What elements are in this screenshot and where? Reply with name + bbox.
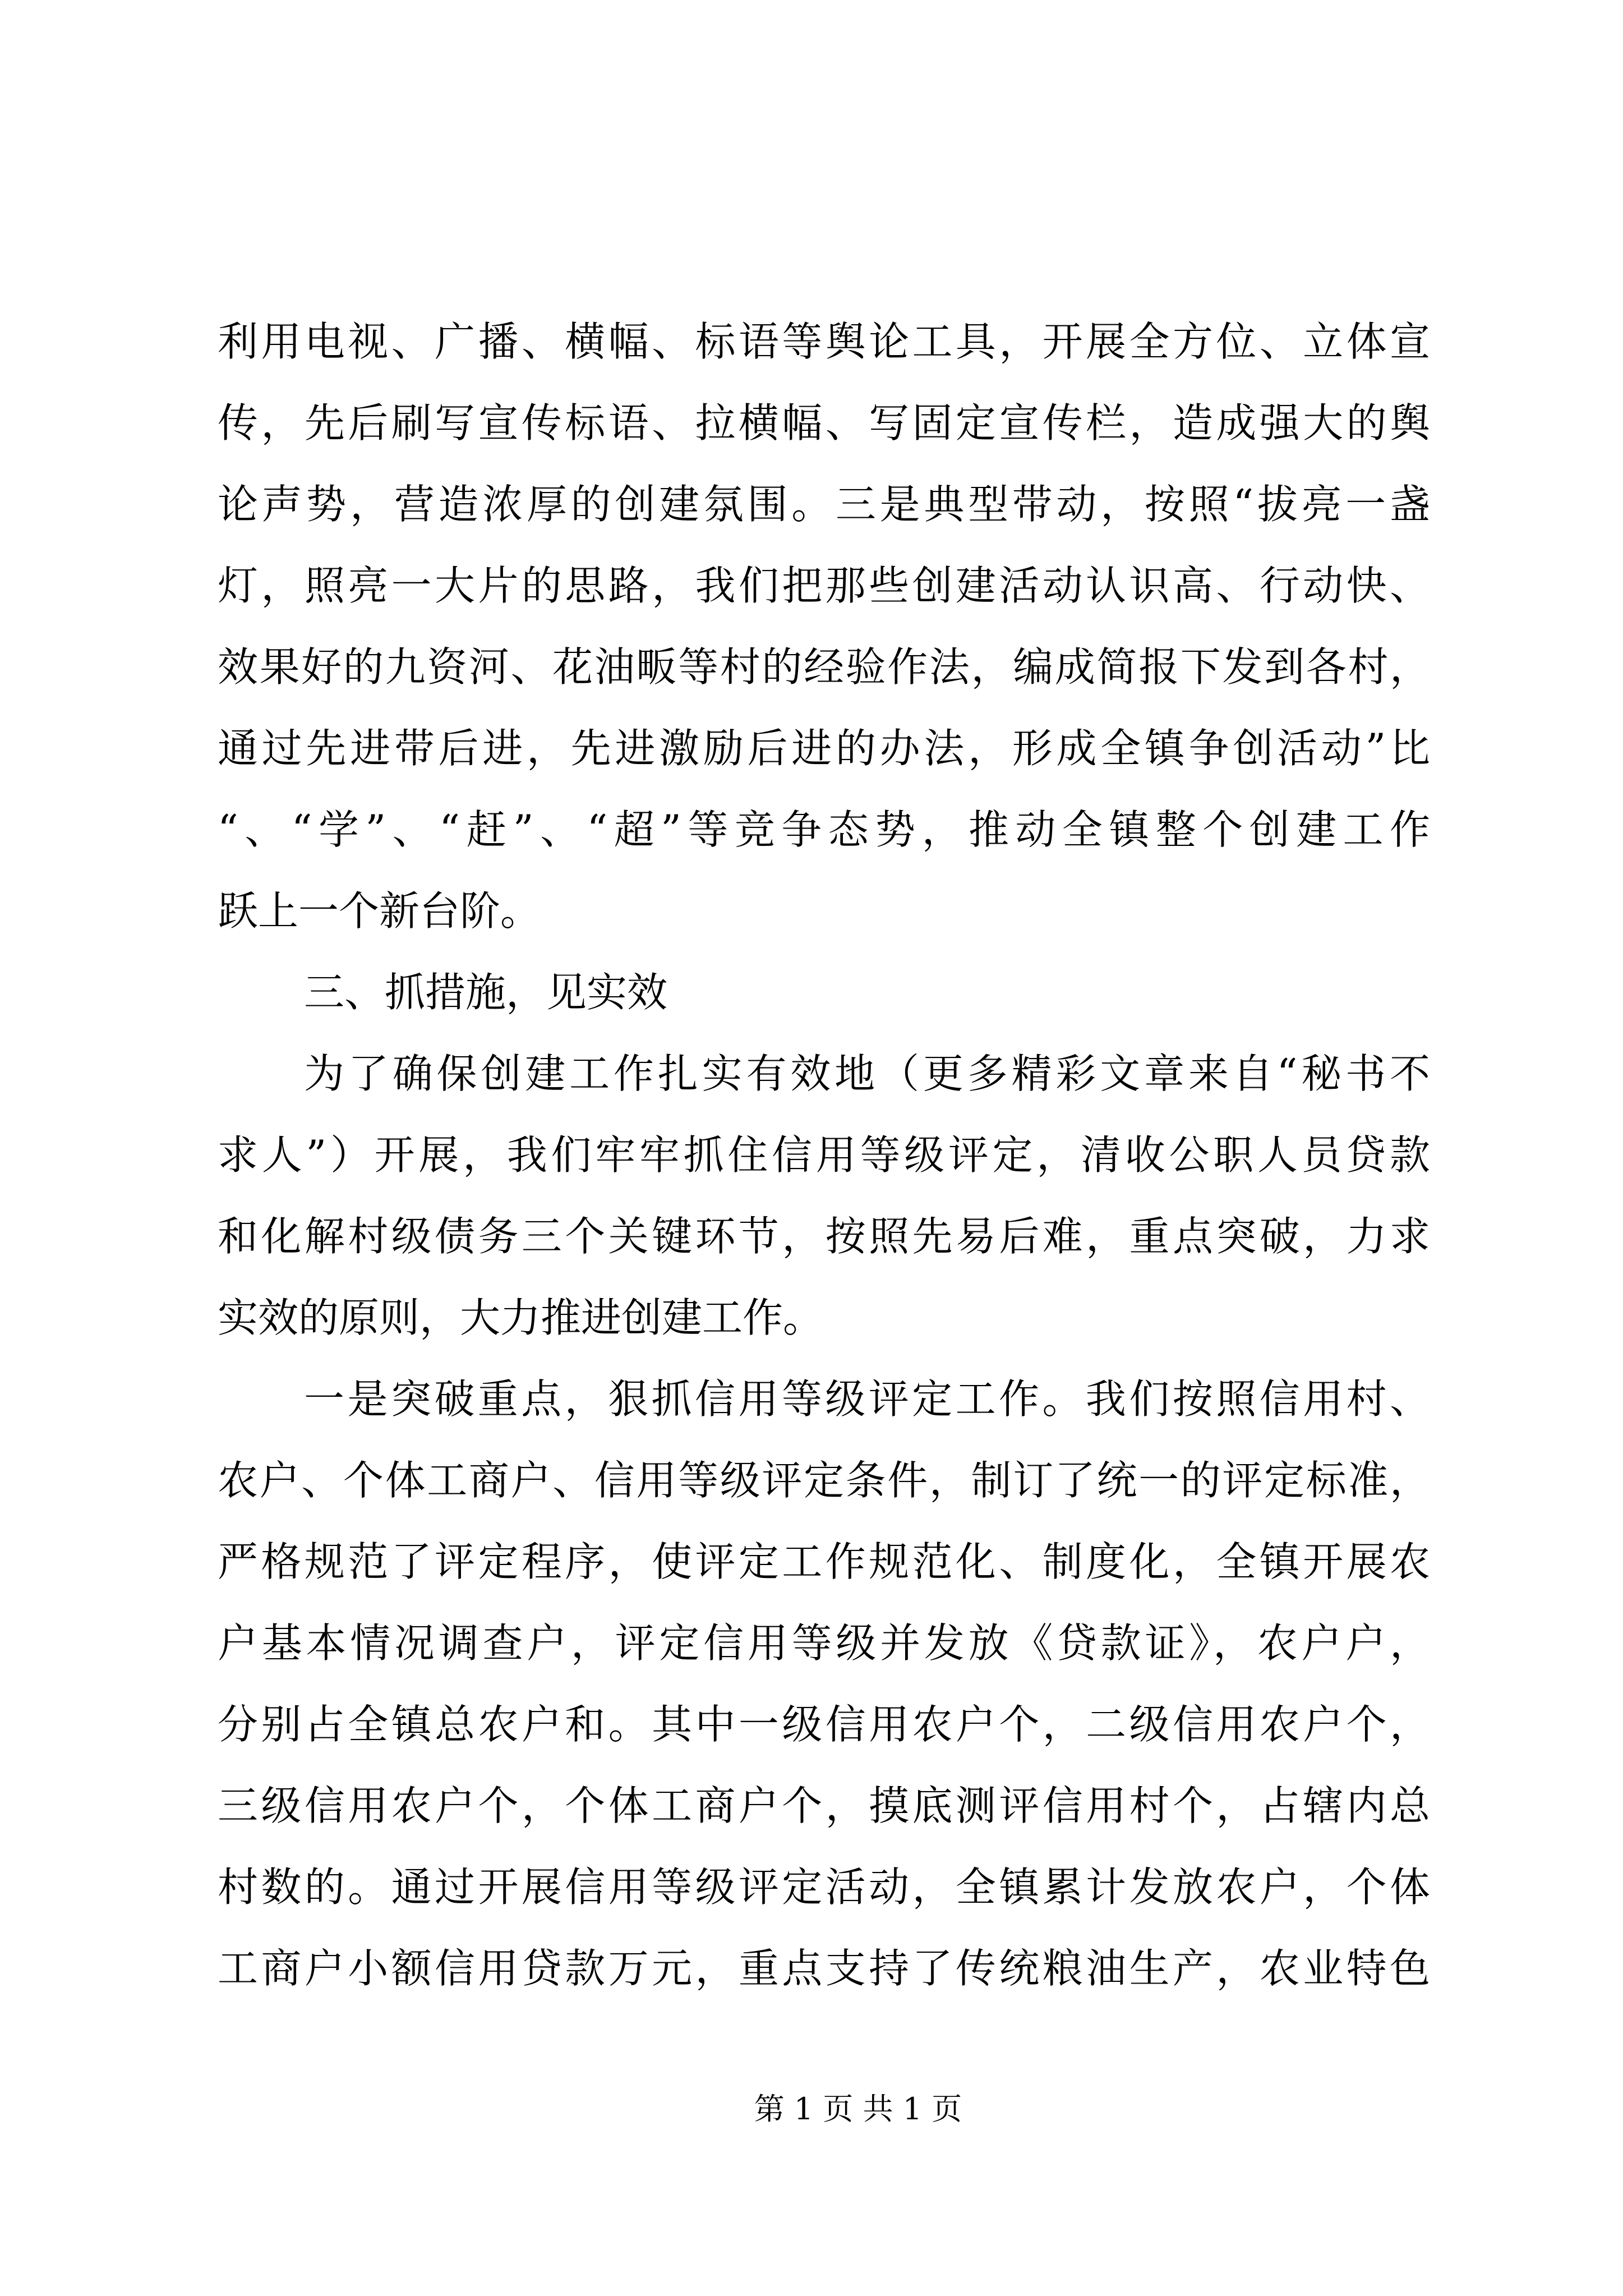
text-line: 三级信用农户个，个体工商户个，摸底测评信用村个，占辖内总 (218, 1782, 1430, 1829)
text-line: 分别占全镇总农户和。其中一级信用农户个，二级信用农户个， (218, 1701, 1430, 1748)
text-line: 利用电视、广播、横幅、标语等舆论工具，开展全方位、立体宣 (218, 318, 1430, 365)
paragraph-first-line: 一是突破重点，狠抓信用等级评定工作。我们按照信用村、 (304, 1375, 1430, 1423)
text-line: “、“学”、“赶”、“超”等竞争态势，推动全镇整个创建工作 (218, 806, 1430, 853)
page-number-footer: 第 1 页 共 1 页 (754, 2091, 962, 2127)
paragraph-first-line: 为了确保创建工作扎实有效地（更多精彩文章来自“秘书不 (304, 1050, 1430, 1097)
text-line: 求人”）开展，我们牢牢抓住信用等级评定，清收公职人员贷款 (218, 1131, 1430, 1179)
text-line: 实效的原则，大力推进创建工作。 (218, 1294, 824, 1341)
text-line: 通过先进带后进，先进激励后进的办法，形成全镇争创活动”比 (218, 725, 1430, 772)
text-line: 论声势，营造浓厚的创建氛围。三是典型带动，按照“拔亮一盏 (218, 481, 1430, 528)
text-line: 农户、个体工商户、信用等级评定条件，制订了统一的评定标准， (218, 1457, 1430, 1504)
text-line: 工商户小额信用贷款万元，重点支持了传统粮油生产，农业特色 (218, 1945, 1430, 1992)
document-body (218, 301, 1430, 2009)
text-line: 村数的。通过开展信用等级评定活动，全镇累计发放农户，个体 (218, 1864, 1430, 1911)
text-line: 效果好的九资河、花油畈等村的经验作法，编成简报下发到各村， (218, 643, 1430, 691)
section-heading: 三、抓措施，见实效 (304, 969, 668, 1016)
text-line: 和化解村级债务三个关键环节，按照先易后难，重点突破，力求 (218, 1213, 1430, 1260)
text-line: 户基本情况调查户，评定信用等级并发放《贷款证》，农户户， (218, 1619, 1430, 1667)
text-line: 灯，照亮一大片的思路，我们把那些创建活动认识高、行动快、 (218, 562, 1430, 609)
text-line: 跃上一个新台阶。 (218, 887, 541, 935)
text-line: 严格规范了评定程序，使评定工作规范化、制度化，全镇开展农 (218, 1538, 1430, 1585)
text-line: 传，先后刷写宣传标语、拉横幅、写固定宣传栏，造成强大的舆 (218, 399, 1430, 447)
